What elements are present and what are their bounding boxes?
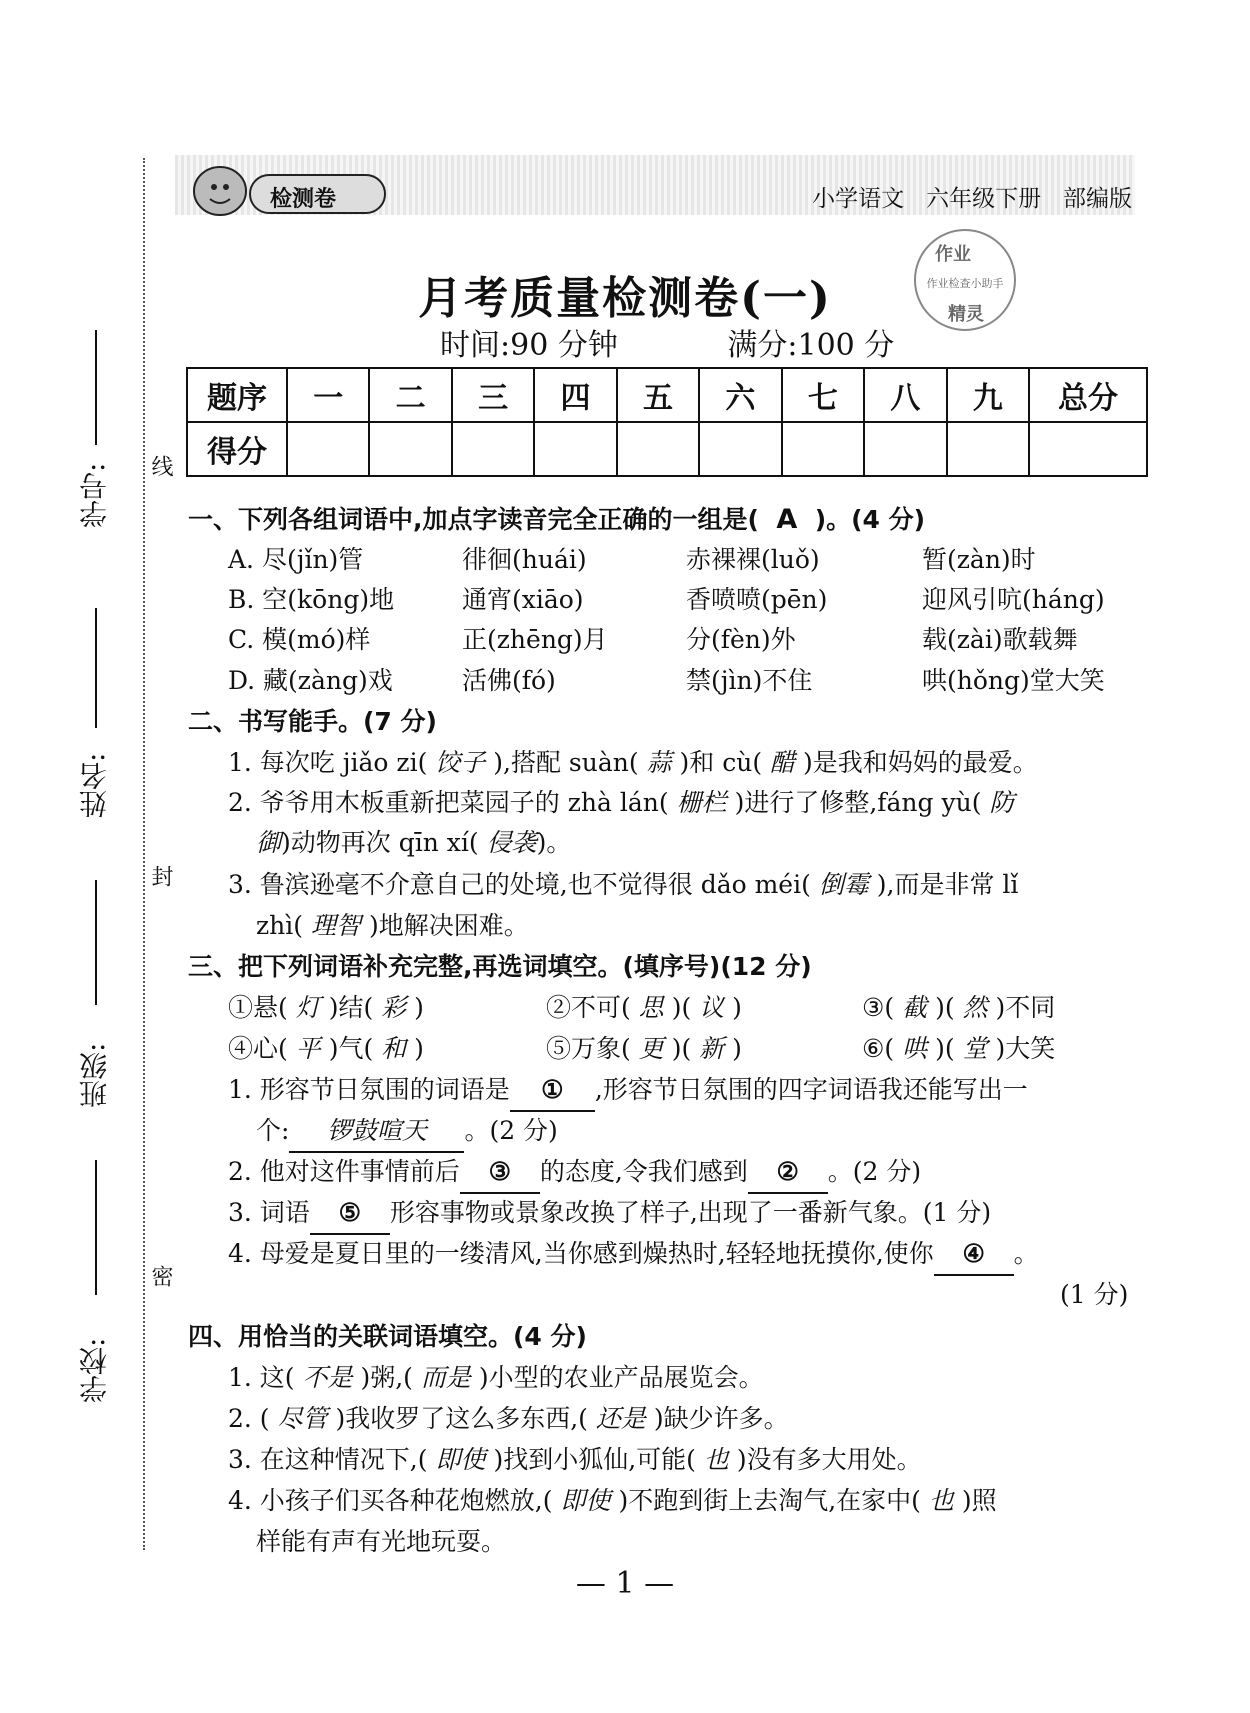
mark-line: 线 [148,455,173,477]
q2-answer: 栅栏 [676,788,727,817]
q1-option: 禁(jìn)不住 [686,666,813,695]
q1-answer: A [776,504,798,535]
score-table-header-row [187,368,1147,422]
q4-text: )照 [961,1486,997,1515]
q4-text: )不跑到街上去淘气,在家中( [618,1486,921,1515]
q2-text: )动物再次 qīn xí( [281,828,479,857]
q3-idiom [228,1029,424,1069]
q1-option: 活佛(fó) [462,666,556,695]
q4-text: )小型的农业产品展览会。 [478,1363,764,1392]
q3-idiom [228,988,424,1028]
mark-secret: 密 [148,1265,173,1287]
q3-text: 形容事物或景象改换了样子,出现了一番新气象。(1 分) [389,1198,992,1227]
q4-text: 4. 小孩子们买各种花炮燃放,( [228,1486,553,1515]
q1-option: 迎风引吭(háng) [922,585,1105,614]
header-info [812,180,1132,213]
q1-option: 徘徊(huái) [462,545,587,574]
score-cell [369,422,451,476]
q3-answer: 灯 [295,993,321,1022]
q4-text: 3. 在这种情况下,( [228,1445,428,1474]
q3-idiom [546,1029,742,1069]
table-cell: 一 [287,368,369,422]
student-id-blank [95,330,97,445]
q3-text: )结( [328,993,374,1022]
q3-sentence-2 [228,1152,921,1194]
q2-text: )。 [536,828,572,857]
q4-answer: 即使 [560,1486,611,1515]
stamp-text-1: 作业 [935,244,971,265]
table-cell: 三 [452,368,534,422]
q3-text: 3. 词语 [228,1198,310,1227]
school-blank [95,1160,97,1295]
stamp-text-2: 作业检查小助手 [926,277,1004,290]
table-cell: 六 [699,368,781,422]
subject: 小学语文 [812,186,905,212]
page-title: 月考质量检测卷(一) [418,273,832,324]
grade: 六年级下册 [926,186,1042,212]
q1-option: 通宵(xiāo) [462,585,584,614]
q3-answer-blank: ④ [934,1234,1014,1276]
q4-answer: 尽管 [277,1404,328,1433]
q4-text: )没有多大用处。 [736,1445,922,1474]
q1-option: B. 空(kōng)地 [228,585,395,614]
q2-answer: 蒜 [646,748,672,777]
q2-answer: 饺子 [435,748,486,777]
q3-answer: 议 [699,993,725,1022]
q4-text: )粥,( [360,1363,413,1392]
score-cell [947,422,1030,476]
q3-text: ) [414,993,424,1022]
q2-text: )地解决困难。 [368,911,529,940]
q3-sentence-4-score: (1 分) [1060,1280,1129,1309]
q3-answer: 思 [638,993,664,1022]
q3-answer: 哄 [902,1034,928,1063]
badge-label: 检测卷 [270,187,337,212]
student-id-label: 学号: [78,462,111,528]
exam-time: 时间:90 分钟 [440,328,618,363]
score-cell [534,422,616,476]
q3-answer: 堂 [962,1034,988,1063]
q3-idiom [546,988,742,1028]
q3-sentence-1 [228,1070,1028,1112]
q1-option: 香喷喷(pēn) [686,585,828,614]
q4-text: 2. ( [228,1404,270,1433]
q4-text: 1. 这( [228,1363,295,1392]
q1-heading-end: )。(4 分) [814,505,926,534]
q3-text: ④心( [228,1034,288,1063]
q3-text: ①悬( [228,993,288,1022]
q3-text: 2. 他对这件事情前后 [228,1157,460,1186]
q3-text: )不同 [995,993,1056,1022]
q3-heading: 三、把下列词语补充完整,再选词填空。(填序号)(12 分) [188,952,812,981]
q4-answer: 而是 [420,1363,471,1392]
binding-dotted-line [143,158,145,1550]
q3-text: 1. 形容节日氛围的词语是 [228,1075,510,1104]
q2-answer: 御 [256,828,282,857]
score-cell [287,422,369,476]
q3-text: ③( [862,993,895,1022]
q3-answer: 然 [962,993,988,1022]
q2-heading: 二、书写能手。(7 分) [188,707,437,736]
q2-text: ),而是非常 lǐ [876,870,1019,899]
q4-text: )缺少许多。 [653,1404,789,1433]
table-cell: 九 [947,368,1030,422]
q3-answer: 截 [902,993,928,1022]
q4-heading: 四、用恰当的关联词语填空。(4 分) [188,1322,587,1351]
edition: 部编版 [1063,186,1132,212]
q4-text: )我收罗了这么多东西,( [335,1404,588,1433]
q3-text: )( [935,1034,955,1063]
stamp-text-3: 精灵 [948,304,984,325]
q2-line-2 [228,783,1014,823]
q3-text: )气( [328,1034,374,1063]
q3-text: 。(2 分) [464,1116,558,1145]
q2-line-1 [228,743,1038,783]
q2-answer: 醋 [770,748,796,777]
q3-text: 4. 母爱是夏日里的一缕清风,当你感到燥热时,轻轻地抚摸你,使你 [228,1239,934,1268]
q3-text: )( [671,1034,692,1063]
name-blank [95,608,97,728]
q3-sentence-4 [228,1234,1039,1276]
q3-text: 。(2 分) [827,1157,922,1186]
score-table-score-row [187,422,1147,476]
q2-line-5 [256,906,529,946]
q3-text: )( [671,993,692,1022]
q3-text: 的态度,令我们感到 [539,1157,748,1186]
q1-option: D. 藏(zàng)戏 [228,666,393,695]
q2-answer: 理智 [310,911,361,940]
q4-answer: 还是 [595,1404,646,1433]
q3-sentence-3 [228,1193,991,1235]
q3-answer-blank: 锣鼓喧天 [289,1111,464,1153]
q3-answer: 彩 [381,993,407,1022]
class-label: 班级: [78,1042,111,1108]
q3-text: ) [732,993,742,1022]
q4-line-2 [228,1399,789,1439]
q1-option: 暂(zàn)时 [922,545,1036,574]
q3-text: ) [732,1034,742,1063]
q3-answer-blank: ① [510,1070,595,1112]
table-cell: 七 [782,368,864,422]
q3-text: )大笑 [995,1034,1056,1063]
q2-text: )进行了修整,fáng yù( [734,788,982,817]
q3-text: 个: [256,1116,290,1145]
mark-seal: 封 [148,865,173,887]
score-cell [782,422,864,476]
q4-answer: 也 [928,1486,954,1515]
q2-line-4 [228,865,1018,905]
exam-info [440,320,994,364]
q3-answer-blank: ② [748,1152,828,1194]
q2-line-3 [256,823,571,863]
score-cell [864,422,946,476]
table-cell: 五 [617,368,699,422]
q1-option: C. 模(mó)样 [228,625,371,654]
table-cell: 题序 [187,368,287,422]
q4-line-5: 样能有声有光地玩耍。 [256,1527,507,1556]
score-cell [452,422,534,476]
q3-idiom [862,1029,1055,1069]
q1-option: A. 尽(jǐn)管 [228,545,364,574]
q2-text: )是我和妈妈的最爱。 [803,748,1038,777]
q3-answer: 新 [699,1034,725,1063]
q3-answer: 和 [381,1034,407,1063]
q3-text: ,形容节日氛围的四字词语我还能写出一 [594,1075,1028,1104]
q4-line-1 [228,1358,764,1398]
q1-option: 正(zhēng)月 [462,625,608,654]
class-blank [95,880,97,1005]
q1-option: 载(zài)歌载舞 [922,625,1078,654]
table-cell: 八 [864,368,946,422]
q3-idiom [862,988,1055,1028]
score-cell [1029,422,1147,476]
q2-answer: 侵袭 [486,828,537,857]
q2-text: zhì( [256,911,304,940]
table-cell: 总分 [1029,368,1147,422]
table-cell: 四 [534,368,616,422]
table-cell: 二 [369,368,451,422]
q3-text: )( [935,993,955,1022]
q2-text: 2. 爷爷用木板重新把菜园子的 zhà lán( [228,788,669,817]
q4-line-3 [228,1440,922,1480]
q2-text: ),搭配 suàn( [493,748,639,777]
school-label: 学校: [78,1337,111,1403]
q4-text: )找到小狐仙,可能( [493,1445,696,1474]
table-cell: 得分 [187,422,287,476]
page-number: — 1 — [575,1566,675,1601]
q3-text: ②不可( [546,993,631,1022]
q2-text: 3. 鲁滨逊毫不介意自己的处境,也不觉得很 dǎo méi( [228,870,811,899]
q1-heading [188,500,925,540]
q3-answer-blank: ③ [460,1152,540,1194]
q4-answer: 也 [703,1445,729,1474]
score-table [186,367,1148,477]
q3-text: ) [414,1034,424,1063]
exam-full-score: 满分:100 分 [727,328,895,363]
q2-text: 1. 每次吃 jiǎo zi( [228,748,428,777]
q1-heading-text: 一、下列各组词语中,加点字读音完全正确的一组是( [188,505,759,534]
q4-answer: 不是 [302,1363,353,1392]
q3-text: 。 [1013,1239,1039,1268]
q3-answer: 更 [638,1034,664,1063]
q3-text: ⑥( [862,1034,895,1063]
q3-answer-blank: ⑤ [310,1193,390,1235]
q2-answer: 防 [989,788,1015,817]
q1-option: 赤裸裸(luǒ) [686,545,820,574]
q4-line-4 [228,1481,997,1521]
q2-answer: 倒霉 [818,870,869,899]
score-cell [699,422,781,476]
q4-answer: 即使 [435,1445,486,1474]
q2-text: )和 cù( [679,748,763,777]
q3-text: ⑤万象( [546,1034,631,1063]
q3-sentence-1b [256,1111,558,1153]
q1-option: 分(fèn)外 [686,625,796,654]
q3-answer: 平 [295,1034,321,1063]
name-label: 姓名: [78,752,111,818]
q1-option: 哄(hǒng)堂大笑 [922,666,1105,695]
score-cell [617,422,699,476]
